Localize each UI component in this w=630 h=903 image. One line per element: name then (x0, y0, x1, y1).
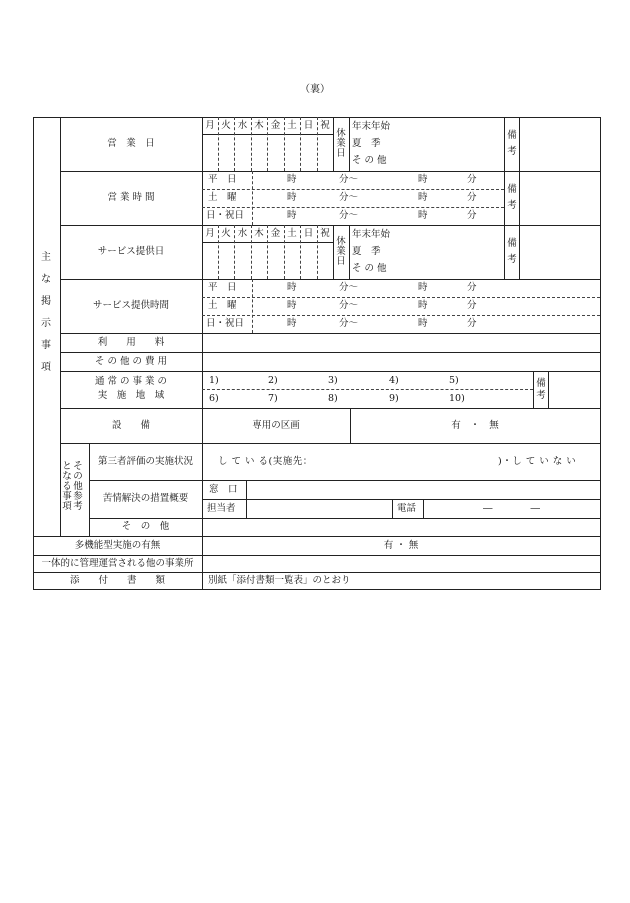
minute-unit: 分 (467, 282, 477, 293)
remarks-char: 考 (507, 200, 517, 211)
area-number: 3) (328, 375, 338, 386)
minute-unit: 分 (467, 318, 477, 329)
other-reference-char: 参 (73, 490, 83, 502)
weekday-header: 土 (287, 228, 297, 239)
fee-label: 利 用 料 (97, 337, 165, 348)
closed-days-item: そ の 他 (352, 155, 387, 166)
page-title: （裏） (300, 84, 330, 95)
other-reference-char: な (62, 470, 72, 482)
other-reference-char: 事 (62, 490, 72, 502)
weekday-header: 月 (205, 120, 215, 131)
other-reference-char: の (73, 470, 83, 482)
time-row-saturday: 土 曜 (208, 300, 237, 311)
closed-days-char: 休 (336, 128, 346, 139)
weekday-header: 日 (303, 228, 314, 239)
closed-days-char: 日 (336, 147, 346, 159)
remarks-label (506, 182, 518, 214)
hour-unit: 時 (287, 210, 297, 221)
minute-from-unit: 分～ (339, 282, 359, 293)
closed-days-char: 業 (336, 137, 346, 149)
weekday-header: 金 (270, 120, 281, 131)
hour-unit: 時 (418, 210, 428, 221)
area-number: 9) (389, 393, 399, 404)
hour-unit: 時 (287, 318, 297, 329)
phone-label: 電話 (397, 503, 417, 514)
other-reference-label (61, 462, 73, 512)
person-in-charge-label: 担当者 (207, 503, 236, 514)
area-number: 8) (328, 393, 338, 404)
hour-unit: 時 (287, 192, 297, 203)
service-days-label: サービス提供日 (97, 246, 165, 257)
time-row-saturday: 土 曜 (208, 192, 237, 203)
closed-days-item: 夏 季 (352, 246, 381, 257)
remarks-label (506, 236, 518, 268)
multi-function-value: 有 ・ 無 (383, 540, 419, 551)
business-hours-label: 営 業 時 間 (107, 192, 155, 203)
group-char: 主 (41, 252, 51, 263)
attachments-label: 添 付 書 類 (69, 575, 165, 586)
minute-unit: 分 (467, 210, 477, 221)
closed-days-char: 業 (336, 245, 346, 257)
other-costs-label: そ の 他 の 費 用 (94, 356, 168, 367)
hour-unit: 時 (418, 174, 428, 185)
hour-unit: 時 (418, 300, 428, 311)
minute-unit: 分 (467, 300, 477, 311)
minute-unit: 分 (467, 192, 477, 203)
minute-from-unit: 分～ (339, 318, 359, 329)
weekday-header: 祝 (320, 120, 330, 131)
hour-unit: 時 (418, 192, 428, 203)
complaint-resolution-label: 苦情解決の措置概要 (102, 493, 189, 504)
weekday-header: 日 (303, 120, 314, 131)
time-row-holiday: 日・祝日 (206, 318, 245, 329)
other-reference-char: 考 (73, 500, 83, 512)
phone-value: ― ― (482, 503, 540, 514)
remarks-char: 考 (536, 390, 546, 401)
remarks-char: 備 (536, 378, 546, 389)
hour-unit: 時 (418, 318, 428, 329)
closed-days-item: 年末年始 (352, 121, 391, 132)
area-number: 1) (209, 375, 219, 386)
other-label: そ の 他 (121, 521, 170, 532)
group-label (40, 247, 52, 379)
facility-room-value: 専用の区画 (252, 420, 300, 431)
hour-unit: 時 (287, 300, 297, 311)
facility-label: 設 備 (111, 420, 150, 431)
service-area-label-1: 通 常 の 事 業 の (94, 376, 168, 387)
weekday-header: 金 (270, 228, 281, 239)
managed-facilities-label: 一体的に管理運営される他の事業所 (41, 558, 194, 569)
closed-days-item: そ の 他 (352, 263, 387, 274)
area-number: 2) (268, 375, 278, 386)
weekday-header: 水 (237, 228, 248, 239)
closed-days-item: 夏 季 (352, 138, 381, 149)
minute-from-unit: 分～ (339, 174, 359, 185)
third-party-eval-value-2: )・し て い な い (498, 456, 577, 467)
weekday-header: 木 (254, 120, 264, 131)
time-row-holiday: 日・祝日 (206, 210, 245, 221)
closed-days-char: 休 (336, 236, 346, 247)
area-number: 7) (268, 393, 278, 404)
weekday-header: 祝 (320, 228, 330, 239)
weekday-header: 水 (237, 120, 248, 131)
remarks-char: 備 (507, 184, 517, 195)
hour-unit: 時 (287, 282, 297, 293)
group-char: 示 (41, 318, 51, 329)
time-row-weekday: 平 日 (208, 174, 237, 185)
weekday-header: 木 (254, 228, 264, 239)
facility-yes-no: 有 ・ 無 (451, 420, 499, 431)
remarks-label (535, 378, 547, 402)
weekday-header: 火 (221, 120, 231, 131)
minute-from-unit: 分～ (339, 300, 359, 311)
multi-function-label: 多機能型実施の有無 (74, 540, 161, 551)
area-number: 4) (389, 375, 399, 386)
remarks-char: 考 (507, 254, 517, 265)
time-row-weekday: 平 日 (208, 282, 237, 293)
group-char: 項 (41, 362, 51, 373)
minute-from-unit: 分～ (339, 210, 359, 221)
area-number: 10) (449, 393, 465, 404)
service-area-label-2: 実 施 地 域 (97, 390, 165, 401)
group-char: な (41, 274, 51, 285)
group-char: 事 (41, 340, 51, 351)
minute-unit: 分 (467, 174, 477, 185)
area-number: 5) (449, 375, 459, 386)
other-reference-char: そ (73, 461, 83, 472)
attachments-value: 別紙「添付書類一覧表」のとおり (208, 575, 351, 586)
remarks-char: 備 (507, 238, 517, 249)
third-party-eval-label: 第三者評価の実施状況 (97, 456, 193, 467)
other-reference-char: 他 (73, 480, 83, 492)
closed-days-char: 日 (336, 255, 346, 267)
window-label: 窓 口 (209, 484, 238, 495)
remarks-char: 考 (507, 146, 517, 157)
closed-days-label (335, 237, 347, 267)
weekday-header: 月 (205, 228, 215, 239)
business-days-label: 営 業 日 (107, 138, 155, 149)
service-hours-label: サービス提供時間 (92, 300, 169, 311)
other-reference-char: 項 (62, 500, 72, 512)
group-char: 掲 (41, 296, 51, 307)
other-reference-label (72, 462, 84, 512)
area-number: 6) (209, 393, 219, 404)
minute-from-unit: 分～ (339, 192, 359, 203)
remarks-char: 備 (507, 130, 517, 141)
weekday-header: 土 (287, 120, 297, 131)
closed-days-item: 年末年始 (352, 229, 391, 240)
weekday-header: 火 (221, 228, 231, 239)
hour-unit: 時 (418, 282, 428, 293)
other-reference-char: と (62, 461, 72, 472)
third-party-eval-value: し て い る(実施先： (218, 456, 313, 467)
other-reference-char: る (62, 480, 72, 492)
remarks-label (506, 128, 518, 160)
closed-days-label (335, 129, 347, 159)
hour-unit: 時 (287, 174, 297, 185)
